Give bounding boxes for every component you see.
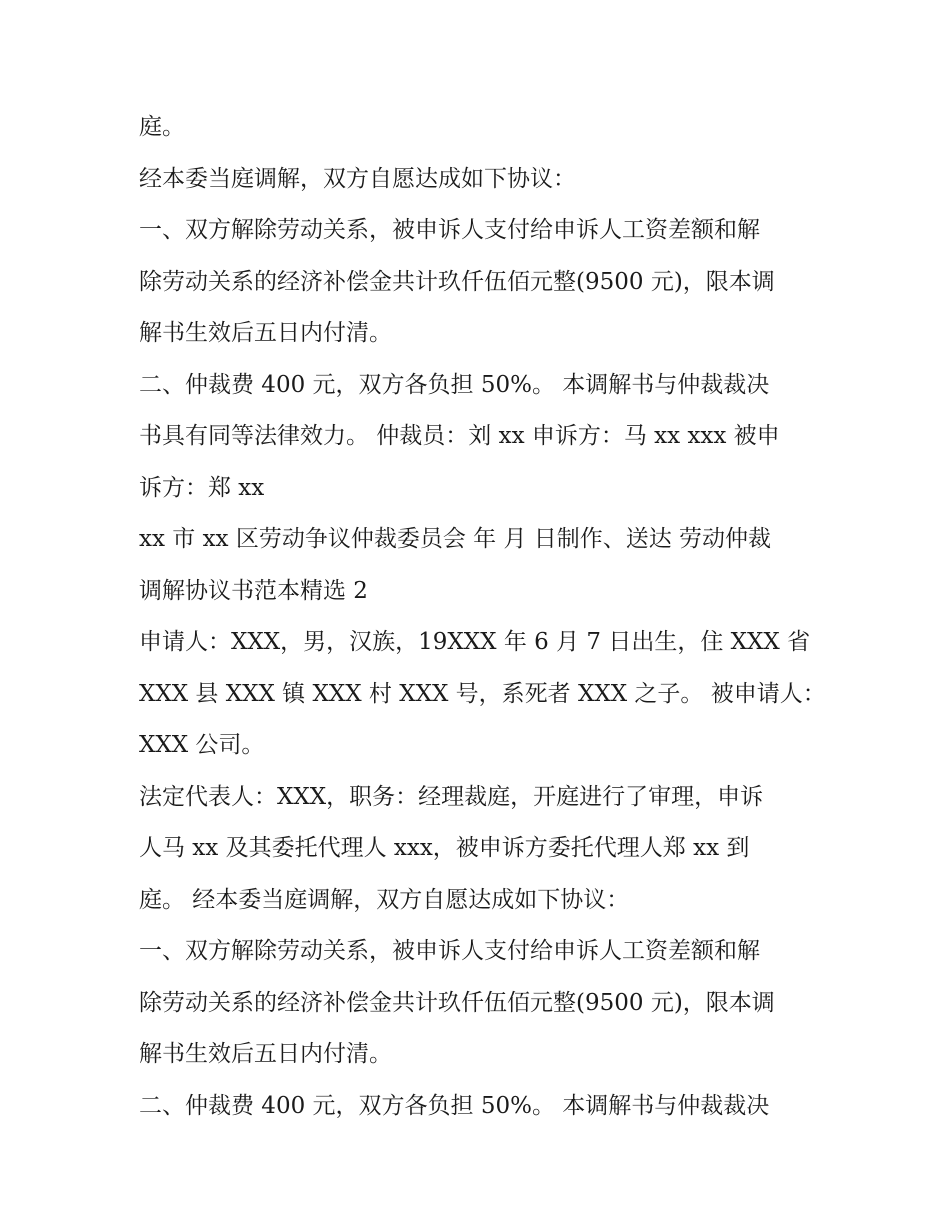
text-line: 解书生效后五日内付清。 (139, 1041, 392, 1067)
text-line: 书具有同等法律效力。 仲裁员：刘 xx 申诉方：马 xx xxx 被申 (139, 423, 780, 449)
text-line: 调解协议书范本精选 2 (139, 577, 368, 604)
text-line: 庭。 (139, 114, 185, 140)
text-line: 经本委当庭调解，双方自愿达成如下协议： (139, 165, 576, 192)
text-line: 庭。 经本委当庭调解，双方自愿达成如下协议： (139, 886, 630, 913)
text-line: XXX 公司。 (139, 732, 265, 758)
text-line: 解书生效后五日内付清。 (139, 320, 392, 346)
document-body (139, 102, 829, 1132)
text-line: 二、仲裁费 400 元，双方各负担 50%。 本调解书与仲裁裁决 (139, 1092, 770, 1119)
text-line: 除劳动关系的经济补偿金共计玖仟伍佰元整(9500 元)，限本调 (139, 268, 775, 295)
text-line: 申请人：XXX，男，汉族，19XXX 年 6 月 7 日出生，住 XXX 省 (139, 629, 811, 655)
text-line: 法定代表人：XXX，职务：经理裁庭，开庭进行了审理，申诉 (139, 783, 764, 810)
text-line: xx 市 xx 区劳动争议仲裁委员会 年 月 日制作、送达 劳动仲裁 (139, 526, 772, 552)
text-line: 一、双方解除劳动关系，被申诉人支付给申诉人工资差额和解 (139, 938, 760, 964)
text-line: 一、双方解除劳动关系，被申诉人支付给申诉人工资差额和解 (139, 217, 760, 243)
text-line: 除劳动关系的经济补偿金共计玖仟伍佰元整(9500 元)，限本调 (139, 989, 775, 1016)
text-line: XXX 县 XXX 镇 XXX 村 XXX 号，系死者 XXX 之子。 被申请人： (139, 680, 826, 707)
text-line: 二、仲裁费 400 元，双方各负担 50%。 本调解书与仲裁裁决 (139, 371, 770, 398)
text-line: 人马 xx 及其委托代理人 xxx，被申诉方委托代理人郑 xx 到 (139, 835, 750, 861)
text-line: 诉方：郑 xx (139, 474, 265, 501)
